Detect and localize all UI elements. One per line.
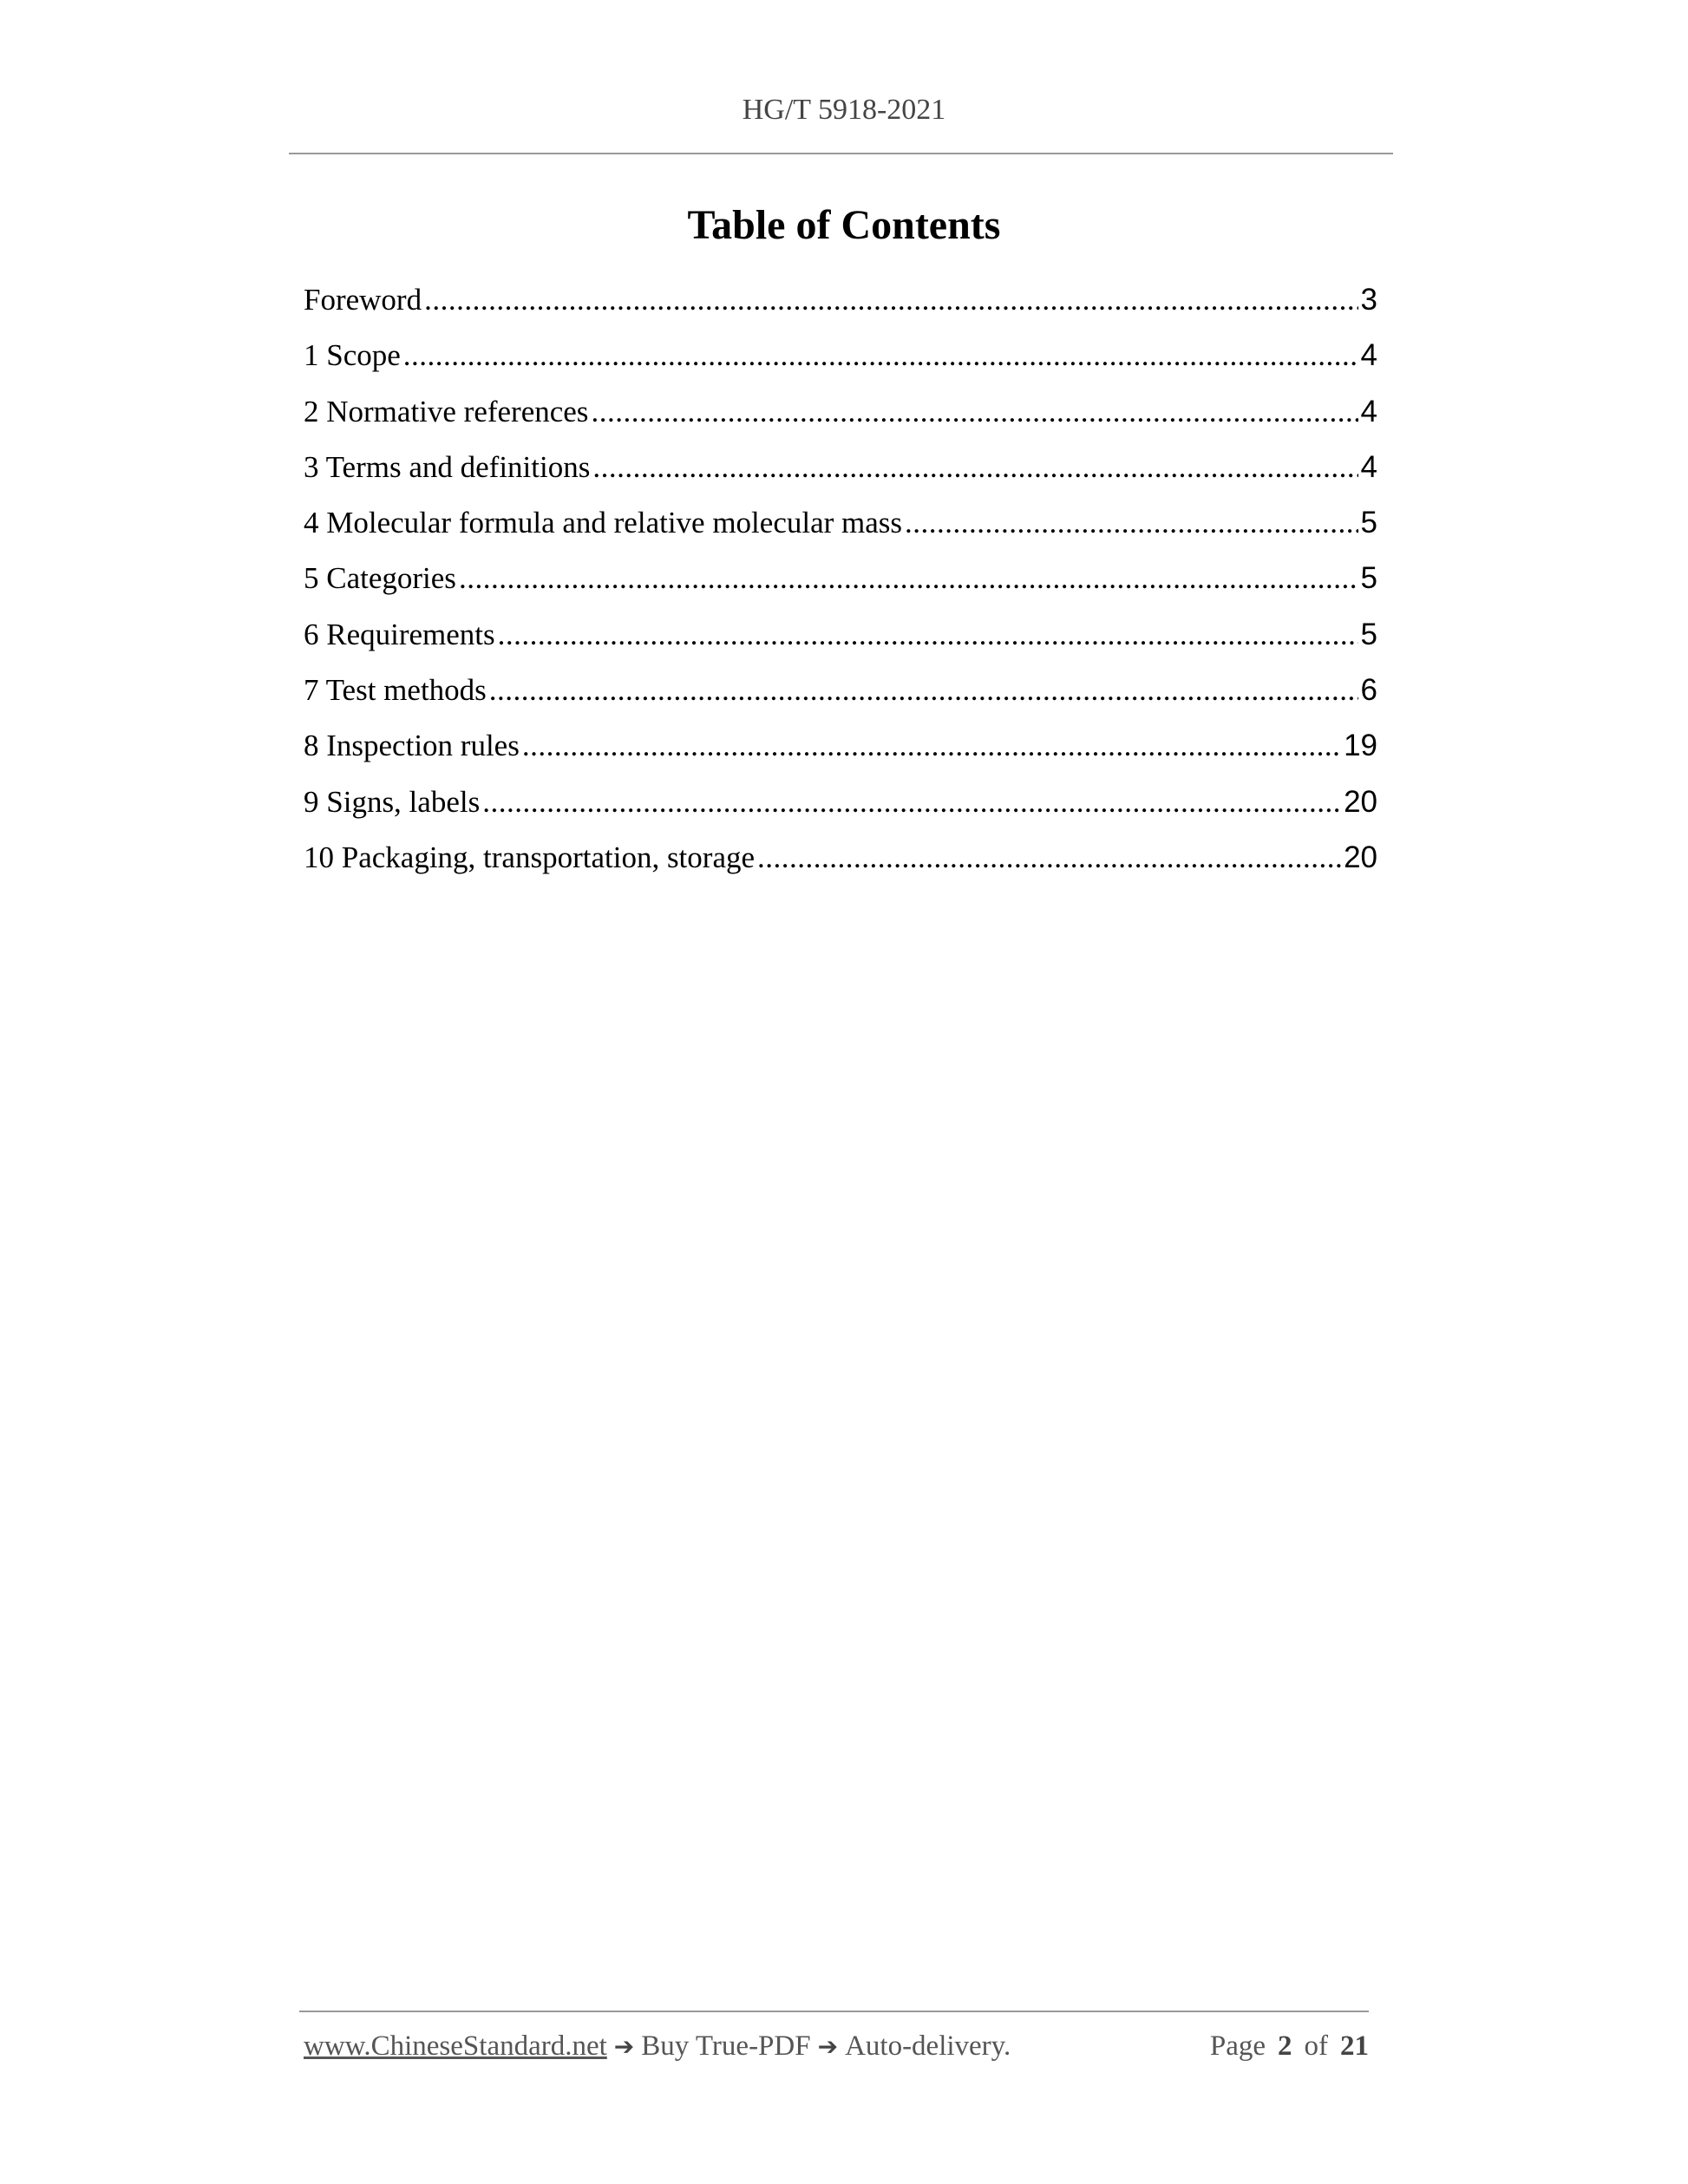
toc-entry-page: 5 [1360, 506, 1377, 540]
toc-entry-page: 4 [1360, 449, 1377, 484]
toc-entry-signs-labels[interactable] [304, 785, 1377, 840]
toc-entry-foreword[interactable] [304, 283, 1377, 338]
toc-entry-packaging[interactable] [304, 840, 1377, 896]
page-indicator [1210, 2030, 1369, 2063]
dot-leader [498, 618, 1358, 652]
toc-entry-page: 19 [1344, 729, 1377, 763]
page-word: Page [1209, 2030, 1266, 2062]
toc-entry-page: 4 [1360, 394, 1377, 428]
document-code-header: HG/T 5918-2021 [742, 94, 946, 126]
toc-entry-label: 3 Terms and definitions [304, 449, 591, 484]
toc-entry-page: 3 [1360, 283, 1377, 317]
page-footer [304, 2030, 1369, 2063]
toc-entry-label: 5 Categories [304, 561, 456, 596]
toc-entry-label: 8 Inspection rules [304, 729, 520, 763]
dot-leader [459, 561, 1358, 596]
dot-leader [592, 450, 1358, 485]
toc-entry-page: 6 [1360, 673, 1377, 708]
footer-step-buy: Buy True-PDF [641, 2030, 811, 2062]
toc-entry-terms-and-definitions[interactable] [304, 450, 1377, 506]
toc-entry-requirements[interactable] [304, 618, 1377, 673]
toc-entry-label: 2 Normative references [304, 394, 589, 428]
current-page-number: 2 [1278, 2030, 1292, 2062]
arrow-right-icon: ➔ [817, 2032, 839, 2061]
footer-step-delivery: Auto-delivery. [845, 2030, 1011, 2062]
toc-entry-molecular-formula[interactable] [304, 506, 1377, 561]
toc-list [304, 283, 1377, 896]
toc-entry-label: 4 Molecular formula and relative molecular mass [304, 506, 903, 540]
header-divider [289, 153, 1393, 154]
dot-leader [757, 840, 1341, 875]
toc-entry-categories[interactable] [304, 561, 1377, 617]
dot-leader [905, 506, 1358, 540]
toc-entry-page: 20 [1344, 840, 1377, 874]
toc-entry-label: 7 Test methods [304, 673, 487, 708]
dot-leader [424, 283, 1358, 317]
dot-leader [482, 785, 1341, 820]
toc-entry-label: Foreword [304, 283, 422, 317]
toc-entry-page: 5 [1360, 561, 1377, 596]
dot-leader [489, 673, 1358, 708]
toc-entry-label: 9 Signs, labels [304, 784, 481, 819]
toc-entry-test-methods[interactable] [304, 673, 1377, 729]
toc-entry-label: 1 Scope [304, 338, 401, 373]
total-pages-number: 21 [1340, 2030, 1369, 2062]
toc-entry-page: 5 [1360, 617, 1377, 651]
dot-leader [522, 729, 1341, 763]
toc-entry-inspection-rules[interactable] [304, 729, 1377, 784]
toc-entry-label: 6 Requirements [304, 617, 495, 651]
site-link[interactable]: www.ChineseStandard.net [304, 2030, 607, 2062]
toc-entry-page: 4 [1360, 338, 1377, 373]
dot-leader [591, 395, 1358, 429]
footer-divider [299, 2011, 1369, 2012]
of-word: of [1304, 2030, 1328, 2062]
dot-leader [403, 338, 1358, 373]
arrow-right-icon: ➔ [613, 2032, 635, 2061]
toc-entry-normative-references[interactable] [304, 395, 1377, 450]
toc-title: Table of Contents [687, 202, 1001, 248]
toc-entry-label: 10 Packaging, transportation, storage [304, 840, 756, 874]
toc-entry-page: 20 [1344, 784, 1377, 819]
toc-entry-scope[interactable] [304, 338, 1377, 394]
footer-promo [304, 2030, 1011, 2063]
